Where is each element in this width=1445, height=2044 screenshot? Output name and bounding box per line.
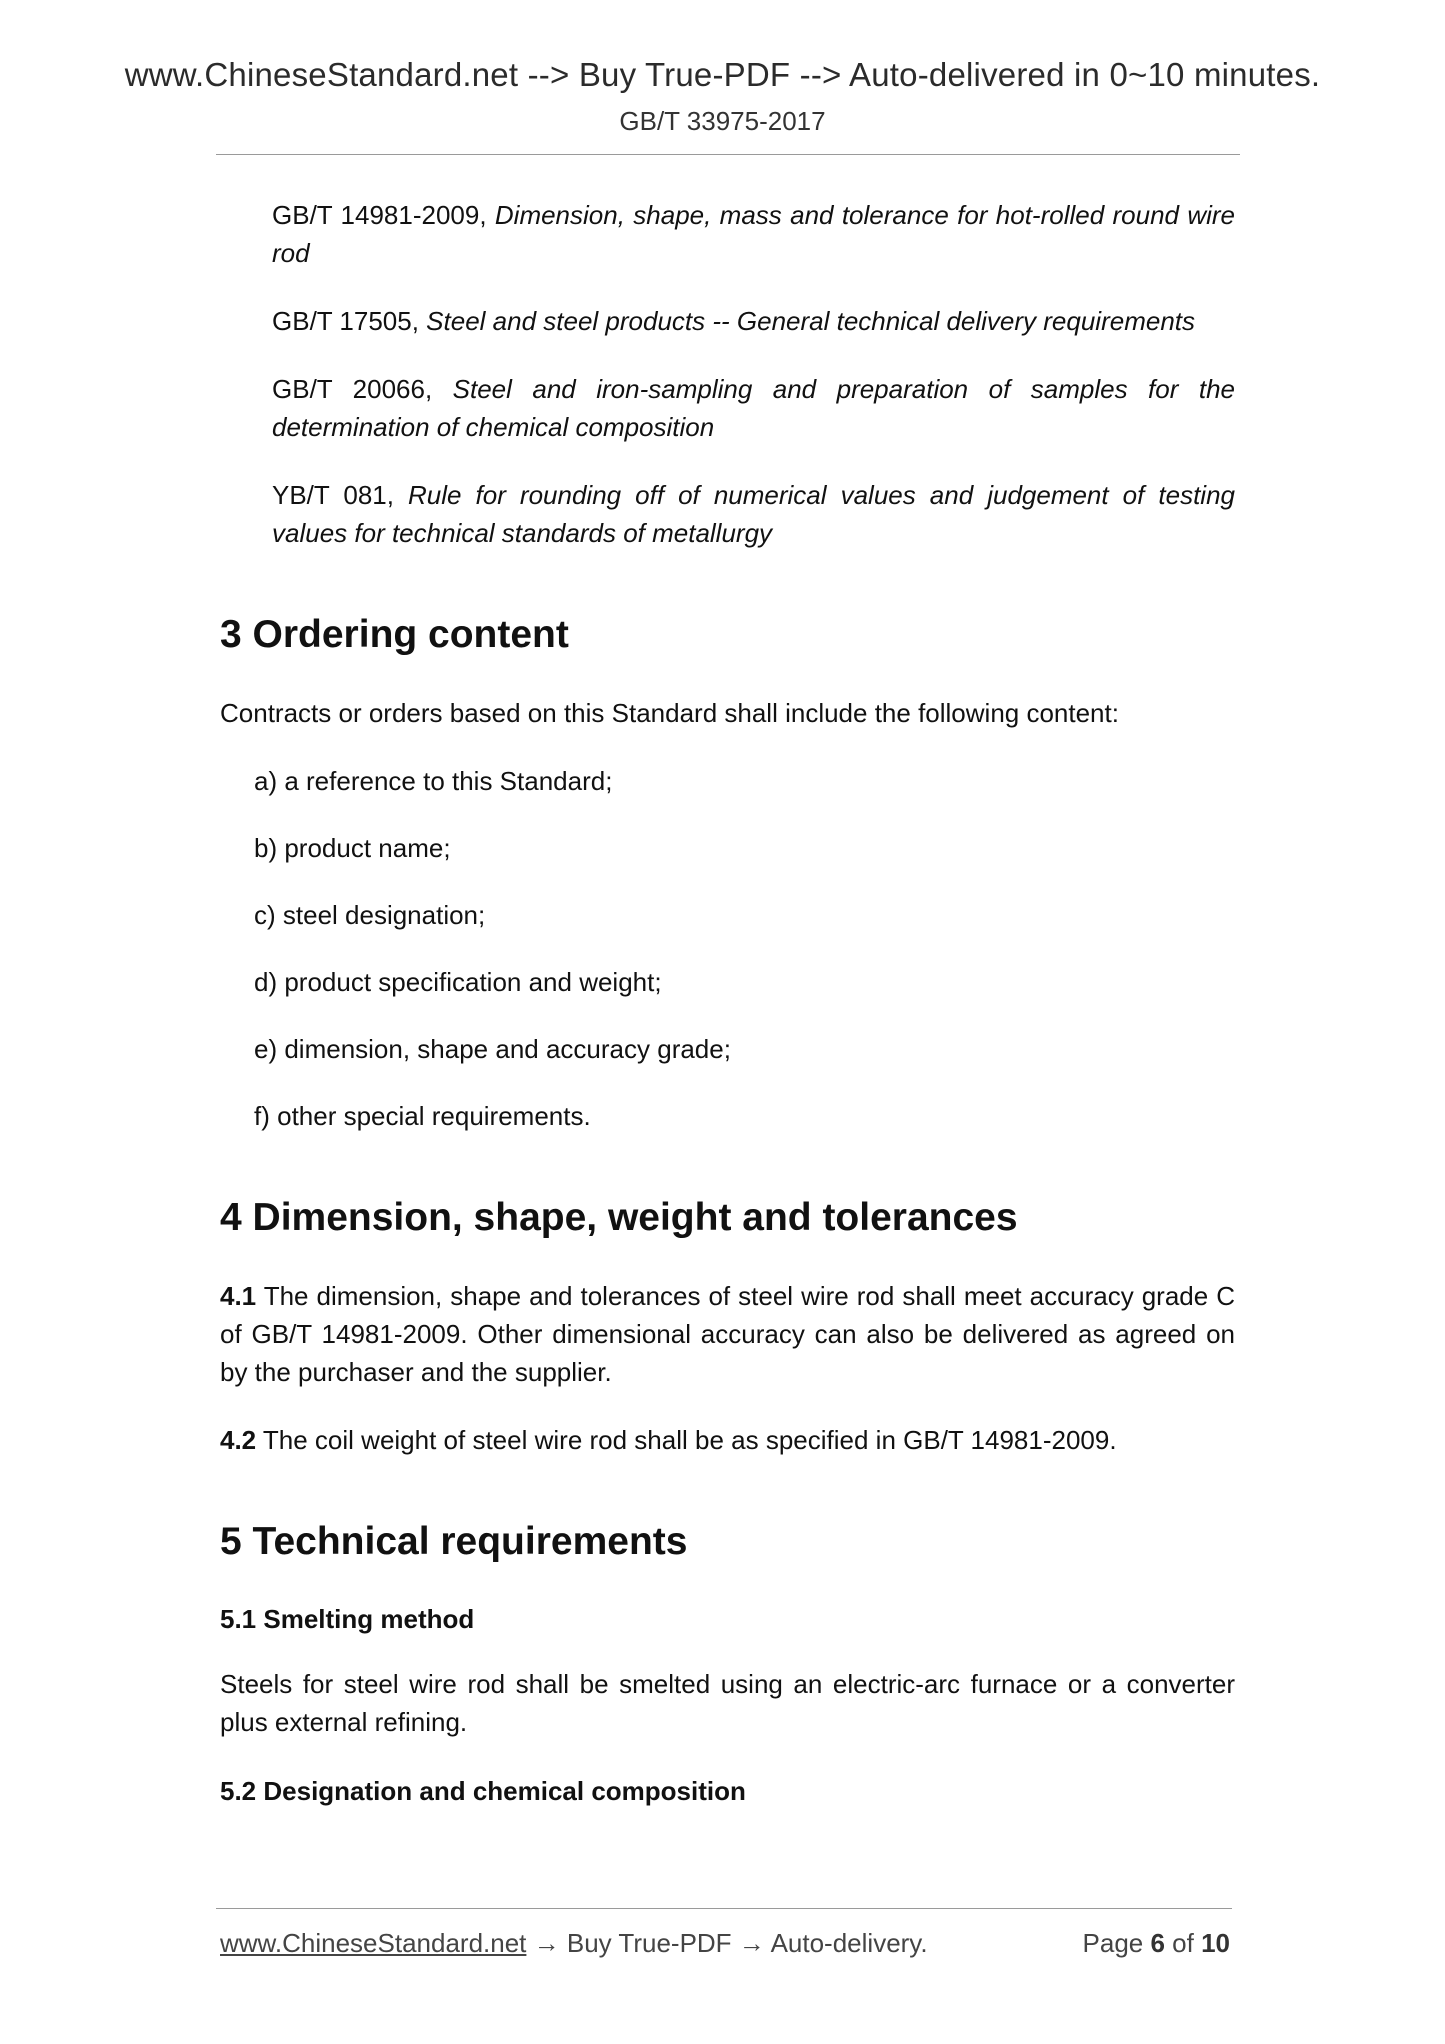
page-total: 10 [1201,1928,1230,1958]
page-label: Page [1082,1928,1151,1958]
reference-code: GB/T 14981-2009, [272,200,495,230]
clause-number: 4.2 [220,1425,257,1455]
ordering-list-item: a) a reference to this Standard; [254,766,613,796]
reference-item [272,302,1235,340]
ordering-list-item: c) steel designation; [254,900,486,930]
clause-4-1 [220,1277,1235,1391]
reference-title: Steel and iron-sampling and preparation of samples for the determination of chemical composition [272,374,1235,442]
ordering-list-item: e) dimension, shape and accuracy grade; [254,1034,731,1064]
reference-item [272,476,1235,552]
clause-4-2 [220,1421,1235,1459]
section-3-intro: Contracts or orders based on this Standard shall include the following content: [220,698,1119,728]
clause-text: The dimension, shape and tolerances of steel wire rod shall meet accuracy grade C of GB/T 14981-2009. Other dimensional accuracy can also be delivered as agreed on by the purchaser and the supplier. [220,1281,1235,1387]
page-of-label: of [1164,1928,1202,1958]
reference-title: Dimension, shape, mass and tolerance for hot-rolled round wire rod [272,200,1236,268]
subsection-5-1-text: Steels for steel wire rod shall be smelted using an electric-arc furnace or a converter plus external refining. [220,1669,1235,1737]
reference-code: GB/T 17505, [272,306,427,336]
ordering-list-item: b) product name; [254,833,451,863]
footer-tagline: → Buy True-PDF → Auto-delivery. [526,1928,928,1958]
clause-text: The coil weight of steel wire rod shall be as specified in GB/T 14981-2009. [256,1425,1117,1455]
header-doc-id: GB/T 33975-2017 [619,106,826,136]
reference-item [272,196,1235,272]
reference-title: Steel and steel products -- General technical delivery requirements [426,306,1195,336]
reference-code: GB/T 20066, [272,374,453,404]
ordering-list-item: d) product specification and weight; [254,967,662,997]
footer-divider [216,1908,1232,1909]
section-3-heading: 3 Ordering content [220,613,569,656]
reference-item [272,370,1235,446]
section-5-heading: 5 Technical requirements [220,1520,688,1563]
reference-title: Rule for rounding off of numerical values and judgement of testing values for technical standards of metallurgy [272,480,1235,548]
subsection-5-1-heading: 5.1 Smelting method [220,1604,475,1634]
ordering-list-item: f) other special requirements. [254,1101,591,1131]
clause-number: 4.1 [220,1281,257,1311]
footer-site-link[interactable]: www.ChineseStandard.net [220,1928,527,1958]
header-banner: www.ChineseStandard.net --> Buy True-PDF --> Auto-delivered in 0~10 minutes. [124,56,1321,93]
section-4-heading: 4 Dimension, shape, weight and tolerances [220,1196,1018,1239]
page-number: 6 [1150,1928,1165,1958]
page-footer [220,1928,1230,1959]
header-divider [216,154,1240,155]
footer-left [220,1928,928,1959]
reference-code: YB/T 081, [272,480,409,510]
document-body [220,196,1235,1837]
subsection-5-2-heading: 5.2 Designation and chemical composition [220,1776,746,1806]
page-indicator [1083,1928,1230,1959]
